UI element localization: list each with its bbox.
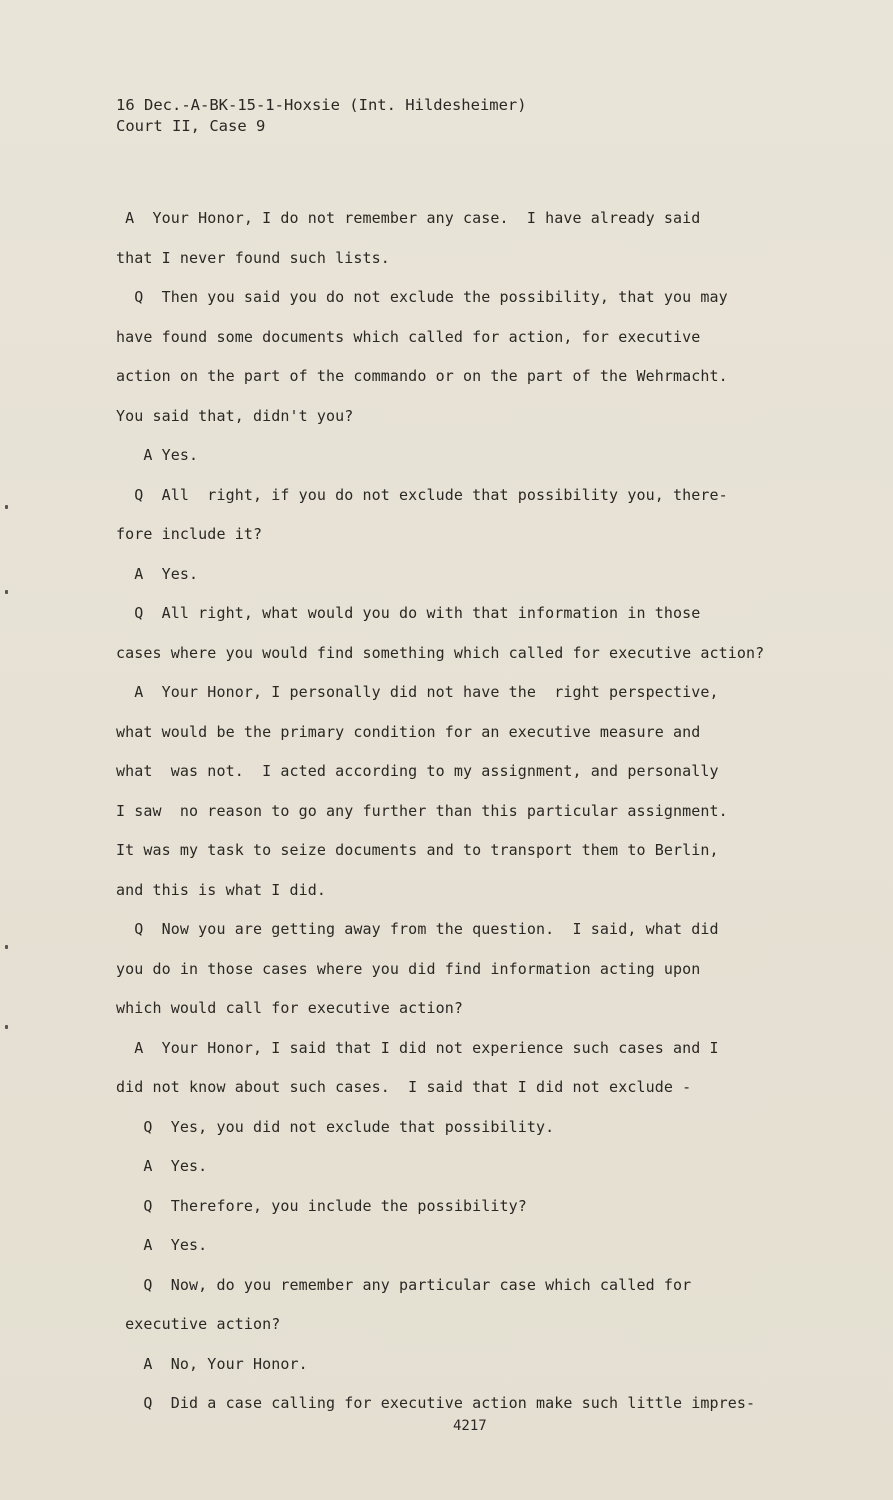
header-court: Court II, Case 9 <box>116 117 266 135</box>
transcript-line: Q Did a case calling for executive action make such little impres- <box>116 1394 756 1412</box>
transcript-line: A Your Honor, I do not remember any case. I have already said <box>116 209 701 227</box>
transcript-line: executive action? <box>116 1315 281 1333</box>
transcript-line: what would be the primary condition for an executive measure and <box>116 722 701 741</box>
transcript-line: and this is what I did. <box>116 880 327 899</box>
transcript-body <box>116 205 816 1430</box>
transcript-line: you do in those cases where you did find information acting upon <box>116 959 701 978</box>
transcript-line: did not know about such cases. I said that I did not exclude - <box>116 1078 692 1096</box>
transcript-line: A Yes. <box>116 1236 208 1254</box>
transcript-line: You said that, didn't you? <box>116 406 354 425</box>
transcript-line: Q Therefore, you include the possibility? <box>116 1196 527 1215</box>
transcript-line: Q Now, do you remember any particular case which called for <box>116 1275 692 1294</box>
document-header <box>116 95 527 137</box>
transcript-line: have found some documents which called for action, for executive <box>116 327 701 346</box>
transcript-line: Q Yes, you did not exclude that possibility. <box>116 1117 555 1136</box>
transcript-line: I saw no reason to go any further than this particular assignment. <box>116 801 728 820</box>
transcript-line: A Your Honor, I personally did not have the right perspective, <box>116 683 719 701</box>
transcript-line: Q Now you are getting away from the question. I said, what did <box>116 920 719 938</box>
margin-mark <box>5 505 8 509</box>
transcript-line: fore include it? <box>116 525 263 543</box>
transcript-line: that I never found such lists. <box>116 248 390 267</box>
transcript-line: Q Then you said you do not exclude the possibility, that you may <box>116 288 728 306</box>
transcript-line: A Yes. <box>116 564 199 583</box>
margin-mark <box>5 1025 8 1029</box>
transcript-line: A Your Honor, I said that I did not experience such cases and I <box>116 1038 719 1057</box>
header-case-reference: 16 Dec.-A-BK-15-1-Hoxsie (Int. Hildesheimer) <box>116 96 527 114</box>
transcript-line: It was my task to seize documents and to transport them to Berlin, <box>116 841 719 859</box>
transcript-line: A No, Your Honor. <box>116 1354 308 1373</box>
transcript-line: Q All right, if you do not exclude that possibility you, there- <box>116 485 728 504</box>
transcript-line: which would call for executive action? <box>116 999 463 1017</box>
margin-mark <box>5 945 8 949</box>
transcript-line: A Yes. <box>116 446 199 464</box>
transcript-line: action on the part of the commando or on the part of the Wehrmacht. <box>116 367 728 385</box>
transcript-line: what was not. I acted according to my assignment, and personally <box>116 762 719 780</box>
transcript-line: Q All right, what would you do with that information in those <box>116 604 701 622</box>
transcript-line: cases where you would find something which called for executive action? <box>116 643 765 662</box>
page-number: 4217 <box>453 1418 487 1434</box>
transcript-line: A Yes. <box>116 1157 208 1175</box>
margin-mark <box>5 590 8 594</box>
